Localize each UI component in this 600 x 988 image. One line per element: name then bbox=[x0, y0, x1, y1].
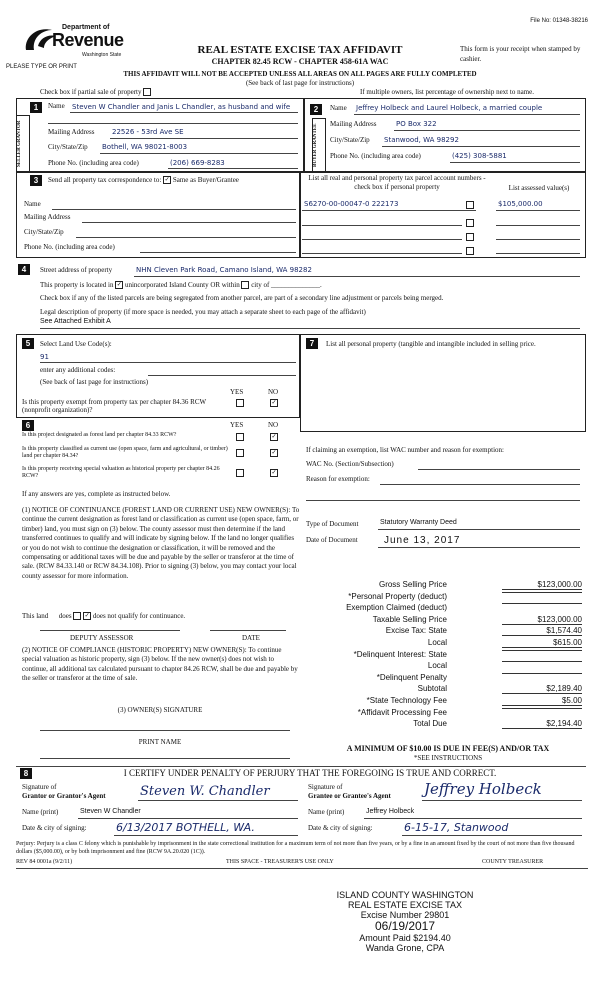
fee-value[interactable] bbox=[502, 650, 582, 651]
doc-type-label: Type of Document bbox=[306, 520, 359, 528]
fee-label: Taxable Selling Price bbox=[372, 614, 447, 624]
logo-sub: Washington State bbox=[82, 52, 122, 58]
fee-row bbox=[312, 650, 582, 660]
fee-row bbox=[312, 603, 582, 613]
fee-label: Exemption Claimed (deduct) bbox=[346, 603, 447, 613]
historic-no-checkbox[interactable]: ✓ bbox=[271, 470, 277, 477]
fee-label: *State Technology Fee bbox=[366, 696, 447, 705]
segregation-line: Check box if any of the listed parcels are being segregated from another parcel, are part of a secondary line adjustment or parcels being merged. bbox=[40, 294, 444, 302]
city-of-checkbox[interactable] bbox=[241, 281, 249, 289]
same-as-buyer-checkbox[interactable]: ✓ bbox=[164, 177, 170, 184]
notice-of-compliance: (2) NOTICE OF COMPLIANCE (HISTORIC PROPERTY) NEW OWNER(S): To continue special valuation as historic property, sign (3) below. If the new owner(s) does not wish to continue, all additional tax calculated pursuant to chapter 84.26 RCW, shall be due and payable by the seller or transferor at the time of sale. bbox=[22, 646, 298, 683]
assessed-value[interactable]: $105,000.00 bbox=[498, 200, 543, 208]
grantor-date-city[interactable]: 6/13/2017 BOTHELL, WA. bbox=[116, 821, 255, 834]
located-line: This property is located in ✓ unincorporated Island County OR within city of ______________. bbox=[40, 281, 322, 289]
grantor-print-label: Name (print) bbox=[22, 808, 59, 816]
fee-row bbox=[312, 684, 582, 694]
excise-stamp bbox=[330, 890, 480, 953]
fee-value[interactable]: $123,000.00 bbox=[502, 615, 582, 625]
fee-row bbox=[312, 638, 582, 648]
see-back-note: (See back of last page for instructions) bbox=[245, 79, 355, 87]
does-qualify-checkbox[interactable] bbox=[73, 612, 81, 620]
s1-name-label: Name bbox=[48, 102, 65, 110]
deputy-assessor-line[interactable] bbox=[40, 630, 180, 631]
buyer-city-state-zip[interactable]: Stanwood, WA 98292 bbox=[384, 136, 459, 144]
stamp-line-signer: Wanda Grone, CPA bbox=[365, 943, 445, 953]
fee-label: *Delinquent Penalty bbox=[376, 672, 447, 682]
s3-name-field[interactable] bbox=[52, 209, 296, 210]
partial-sale-check[interactable]: Check box if partial sale of property bbox=[40, 88, 151, 96]
if-any-yes: If any answers are yes, complete as instructed below. bbox=[22, 490, 171, 498]
section-8-number: 8 bbox=[20, 768, 32, 779]
s5-yes-header: YES bbox=[230, 388, 244, 396]
land-use-code[interactable]: 91 bbox=[40, 353, 49, 361]
s3-city-label: City/State/Zip bbox=[24, 228, 64, 236]
parcel-list-header: List all real and personal property tax parcel account numbers - check box if personal property bbox=[308, 174, 486, 191]
s6-no-header: NO bbox=[268, 421, 279, 429]
street-label: Street address of property bbox=[40, 266, 113, 274]
fee-label: *Affidavit Processing Fee bbox=[357, 707, 447, 717]
parcel-number[interactable]: S6270-00-00047-0 222173 bbox=[304, 200, 399, 208]
section-6-number: 6 bbox=[22, 420, 34, 431]
grantor-signature[interactable]: Steven W. Chandler bbox=[140, 784, 270, 799]
fee-value[interactable] bbox=[502, 673, 582, 674]
fee-value[interactable]: $2,189.40 bbox=[502, 684, 582, 694]
owner-signature-line[interactable] bbox=[40, 730, 290, 731]
stamp-line-excise-number: Excise Number 29801 bbox=[360, 910, 450, 920]
s3-phone-label: Phone No. (including area code) bbox=[24, 243, 115, 251]
seller-city-state-zip[interactable]: Bothell, WA 98021-8003 bbox=[102, 143, 188, 151]
document-type[interactable]: Statutory Warranty Deed bbox=[380, 519, 457, 526]
personal-property-checkbox-1[interactable] bbox=[466, 201, 474, 209]
fee-label: *Delinquent Interest: State bbox=[353, 649, 447, 659]
grantor-print-name[interactable]: Steven W Chandler bbox=[80, 808, 141, 815]
grantee-print-name[interactable]: Jeffrey Holbeck bbox=[366, 808, 415, 815]
s1-city-label: City/State/Zip bbox=[48, 143, 88, 151]
fee-label: Local bbox=[427, 638, 447, 647]
treasurer-space: THIS SPACE - TREASURER'S USE ONLY bbox=[226, 859, 334, 865]
stamp-line-date: 06/19/2017 bbox=[374, 919, 436, 933]
unincorporated-checkbox[interactable]: ✓ bbox=[116, 282, 122, 289]
grantee-date-city[interactable]: 6-15-17, Stanwood bbox=[404, 821, 509, 834]
grantor-sig-label-1: Signature of bbox=[22, 783, 57, 791]
owner-signature-label: (3) OWNER(S) SIGNATURE bbox=[117, 706, 203, 714]
fee-label: Subtotal bbox=[417, 684, 447, 694]
fee-row bbox=[312, 626, 582, 636]
grantee-print-label: Name (print) bbox=[308, 808, 345, 816]
legal-description-value[interactable]: See Attached Exhibit A bbox=[40, 318, 111, 325]
fee-value[interactable]: $615.00 bbox=[502, 638, 582, 648]
fee-label: Excise Tax: State bbox=[385, 626, 447, 636]
fee-value[interactable]: $1,574.40 bbox=[502, 626, 582, 636]
grantee-signature[interactable]: Jeffrey Holbeck bbox=[424, 780, 542, 798]
grantor-date-label: Date & city of signing: bbox=[22, 824, 87, 832]
forest-yes-checkbox[interactable] bbox=[236, 433, 244, 441]
historic-question: Is this property receiving special valuation as historical property per chapter 84.26 RCW? bbox=[22, 466, 220, 479]
warning-banner: THIS AFFIDAVIT WILL NOT BE ACCEPTED UNLESS ALL AREAS ON ALL PAGES ARE FULLY COMPLETED bbox=[123, 70, 477, 78]
receipt-note: This form is your receipt when stamped by cashier. bbox=[460, 45, 581, 63]
minimum-due: A MINIMUM OF $10.00 IS DUE IN FEE(S) AND/OR TAX bbox=[346, 744, 550, 753]
section-4-number: 4 bbox=[18, 264, 30, 275]
stamp-line-county: ISLAND COUNTY WASHINGTON bbox=[336, 890, 474, 900]
s3-mail-field[interactable] bbox=[82, 222, 296, 223]
fee-label: Local bbox=[427, 661, 447, 671]
partial-sale-checkbox[interactable] bbox=[143, 88, 151, 96]
s1-phone-label: Phone No. (including area code) bbox=[48, 159, 139, 167]
form-title: REAL ESTATE EXCISE TAX AFFIDAVIT bbox=[197, 44, 403, 56]
fee-value[interactable] bbox=[502, 708, 582, 709]
historic-yes-checkbox[interactable] bbox=[236, 469, 244, 477]
current-use-question: Is this property classified as current use (open space, farm and agricultural, or timber) land per chapter 84.34? bbox=[22, 446, 228, 459]
fee-row bbox=[312, 719, 582, 729]
s5-see-back: (See back of last page for instructions) bbox=[40, 378, 149, 386]
claiming-exemption: If claiming an exemption, list WAC number and reason for exemption: bbox=[306, 446, 504, 454]
section-5-number: 5 bbox=[22, 338, 34, 349]
fee-value[interactable] bbox=[502, 592, 582, 593]
fee-value[interactable]: $2,194.40 bbox=[502, 719, 582, 729]
wac-field[interactable] bbox=[418, 469, 580, 470]
deputy-date-label: DATE bbox=[242, 634, 260, 642]
buyer-phone[interactable]: (425) 308-5881 bbox=[452, 152, 507, 160]
buyer-grantee-sidebar: BUYER GRANTEE bbox=[312, 118, 326, 172]
fee-row bbox=[312, 673, 582, 683]
fee-row bbox=[312, 696, 582, 706]
section-2-number: 2 bbox=[310, 104, 322, 115]
reason-field[interactable] bbox=[380, 484, 580, 485]
does-not-qualify-checkbox[interactable]: ✓ bbox=[84, 613, 90, 620]
s2-mail-label: Mailing Address bbox=[330, 120, 377, 128]
current-use-yes-checkbox[interactable] bbox=[236, 449, 244, 457]
please-type: PLEASE TYPE OR PRINT bbox=[6, 64, 77, 70]
multiple-owners-note: If multiple owners, list percentage of ownership next to name. bbox=[360, 88, 534, 96]
seller-name[interactable]: Steven W Chandler and Janis L Chandler, as husband and wife bbox=[72, 103, 291, 111]
fee-value[interactable]: $5.00 bbox=[502, 696, 582, 706]
grantee-sig-label-2: Grantee or Grantee's Agent bbox=[308, 792, 391, 800]
personal-property-checkbox-4[interactable] bbox=[466, 247, 474, 255]
fee-row bbox=[312, 661, 582, 671]
s6-yes-header: YES bbox=[230, 421, 244, 429]
county-treasurer: COUNTY TREASURER bbox=[482, 859, 544, 865]
personal-property-checkbox-3[interactable] bbox=[466, 233, 474, 241]
print-name-line[interactable] bbox=[40, 758, 290, 759]
s1-mail-label: Mailing Address bbox=[48, 128, 95, 136]
fee-row bbox=[312, 708, 582, 718]
legal-description-label: Legal description of property (if more space is needed, you may attach a separate sheet to each page of the affidavit) bbox=[40, 308, 366, 316]
seller-grantor-sidebar: SELLER GRANTOR bbox=[16, 115, 30, 172]
s5-no-header: NO bbox=[268, 388, 279, 396]
grantor-sig-label-2: Grantor or Grantor's Agent bbox=[22, 792, 106, 800]
fee-row bbox=[312, 592, 582, 602]
wac-label: WAC No. (Section/Subsection) bbox=[306, 460, 394, 468]
logo-word: Revenue bbox=[52, 30, 124, 50]
additional-codes-label: enter any additional codes: bbox=[40, 366, 116, 374]
exempt-question: Is this property exempt from property tax per chapter 84.36 RCW (nonprofit organization)? bbox=[22, 398, 206, 414]
fee-label: *Personal Property (deduct) bbox=[348, 591, 447, 601]
s2-name-label: Name bbox=[330, 104, 347, 112]
stamp-line-amount: Amount Paid $2194.40 bbox=[359, 933, 451, 943]
list-personal-property: List all personal property (tangible and intangible included in selling price. bbox=[326, 340, 536, 348]
exempt-no-checkbox[interactable]: ✓ bbox=[271, 400, 277, 407]
reason-label: Reason for exemption: bbox=[306, 475, 370, 483]
fee-label: Total Due bbox=[413, 719, 447, 729]
qualify-line: This land does ✓ does not qualify for continuance. bbox=[22, 612, 186, 620]
property-street[interactable]: NHN Cleven Park Road, Camano Island, WA 98282 bbox=[136, 266, 312, 274]
exempt-yes-checkbox[interactable] bbox=[236, 399, 244, 407]
section-3-number: 3 bbox=[30, 175, 42, 186]
print-name-label: PRINT NAME bbox=[138, 738, 182, 746]
see-instructions: *SEE INSTRUCTIONS bbox=[413, 754, 483, 762]
assessed-header: List assessed value(s) bbox=[508, 184, 570, 192]
fee-value[interactable] bbox=[502, 661, 582, 662]
s2-city-label: City/State/Zip bbox=[330, 136, 370, 144]
forest-no-checkbox[interactable]: ✓ bbox=[271, 434, 277, 441]
fee-value[interactable]: $123,000.00 bbox=[502, 580, 582, 590]
notice-of-continuance: (1) NOTICE OF CONTINUANCE (FOREST LAND OR CURRENT USE) NEW OWNER(S): To continue the current designation as forest land or classification as current use (open space, farm, or timber) land, you must sign on (3) below. The county assessor must then determine if the land transferred continues to qualify and will indicate by signing below. If the land no longer qualifies or you do not wish to continue the designation or classification, it will be removed and the compensating or additional taxes will be due and payable by the seller or transferor at the time of sale. (RCW 84.33.140 or RCW 84.34.108). Prior to signing (3) below, you may contact your local county assessor for more information. bbox=[22, 506, 300, 580]
form-chapter: CHAPTER 82.45 RCW - CHAPTER 458-61A WAC bbox=[211, 57, 389, 66]
fee-value[interactable] bbox=[502, 603, 582, 604]
send-correspondence: Send all property tax correspondence to: ✓ Same as Buyer/Grantee bbox=[48, 176, 239, 184]
file-number: File No: 01348-38216 bbox=[530, 18, 588, 24]
seller-phone[interactable]: (206) 669-8283 bbox=[170, 159, 225, 167]
perjury-notice: Perjury: Perjury is a class C felony which is punishable by imprisonment in the state correctional institution for a maximum term of not more than five years, or by a fine in an amount fixed by the court of not more than five thousand dollars ($5,000.00), or by both imprisonment and fine (RCW 9A.20.020 (1C)). bbox=[16, 841, 575, 855]
certify-statement: I CERTIFY UNDER PENALTY OF PERJURY THAT THE FOREGOING IS TRUE AND CORRECT. bbox=[123, 768, 497, 778]
grantee-sig-label-1: Signature of bbox=[308, 783, 343, 791]
personal-property-checkbox-2[interactable] bbox=[466, 219, 474, 227]
s3-name-label: Name bbox=[24, 200, 41, 208]
current-use-no-checkbox[interactable]: ✓ bbox=[271, 450, 277, 457]
deputy-date-line[interactable] bbox=[210, 630, 286, 631]
fee-label: Gross Selling Price bbox=[378, 580, 447, 589]
buyer-name[interactable]: Jeffrey Holbeck and Laurel Holbeck, a married couple bbox=[356, 104, 543, 112]
rev-number: REV 84 0001a (9/2/11) bbox=[16, 859, 73, 865]
logo-line1: Department of bbox=[62, 24, 110, 31]
buyer-mailing-address[interactable]: PO Box 322 bbox=[396, 120, 437, 128]
s2-phone-label: Phone No. (including area code) bbox=[330, 152, 421, 160]
deputy-assessor-label: DEPUTY ASSESSOR bbox=[70, 634, 134, 642]
s3-phone-field[interactable] bbox=[140, 252, 296, 253]
fee-row bbox=[312, 615, 582, 625]
section-7-number: 7 bbox=[306, 338, 318, 349]
dor-logo bbox=[22, 22, 132, 62]
document-date[interactable]: June 13, 2017 bbox=[384, 535, 461, 546]
doc-date-label: Date of Document bbox=[306, 536, 358, 544]
s3-mail-label: Mailing Address bbox=[24, 213, 71, 221]
grantee-date-label: Date & city of signing: bbox=[308, 824, 373, 832]
additional-codes-field[interactable] bbox=[148, 375, 296, 376]
seller-mailing-address[interactable]: 22526 - 53rd Ave SE bbox=[112, 128, 184, 136]
land-use-label: Select Land Use Code(s): bbox=[40, 340, 112, 348]
fee-row bbox=[312, 580, 582, 590]
s3-city-field[interactable] bbox=[76, 237, 296, 238]
forest-question: Is this project designated as forest land per chapter 84.33 RCW? bbox=[22, 432, 177, 438]
stamp-line-tax: REAL ESTATE EXCISE TAX bbox=[347, 900, 463, 910]
section-1-number: 1 bbox=[30, 102, 42, 113]
